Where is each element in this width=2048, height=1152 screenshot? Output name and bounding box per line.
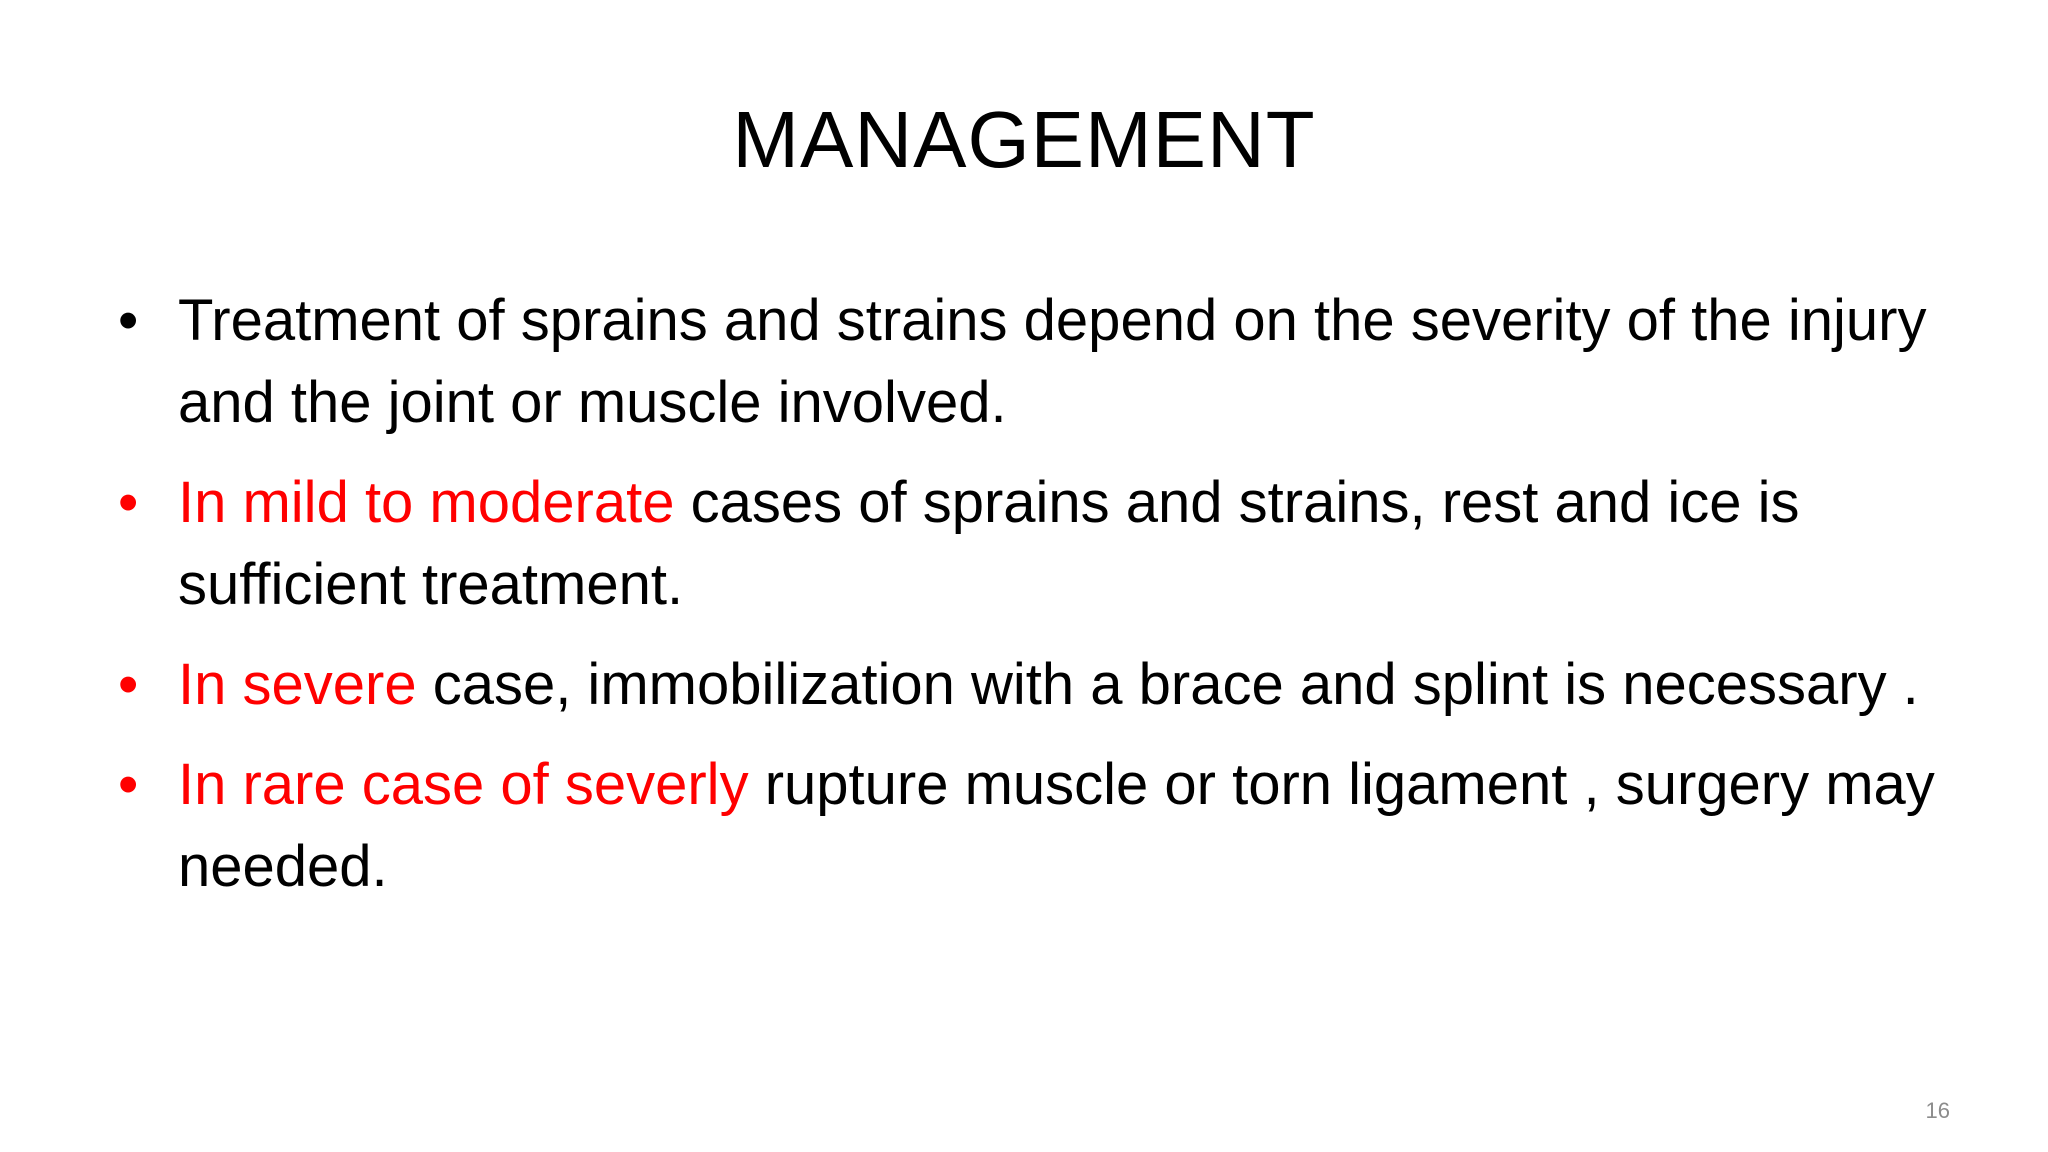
- bullet-item: [110, 280, 1950, 444]
- bullet-item: [110, 644, 1950, 726]
- bullet-text: case, immobilization with a brace and splint is necessary .: [416, 652, 1919, 717]
- bullet-dot-icon: •: [118, 288, 139, 353]
- bullet-item: [110, 744, 1950, 908]
- bullet-text: rupture muscle or torn ligament , surgery may needed.: [178, 752, 1935, 899]
- bullet-highlight: In rare case of severly: [178, 752, 749, 817]
- bullet-highlight: In mild to moderate: [178, 470, 675, 535]
- bullet-item: [110, 462, 1950, 626]
- page-number: 16: [1925, 1098, 1950, 1123]
- slide-title: MANAGEMENT: [732, 95, 1316, 184]
- bullet-highlight: In severe: [178, 652, 417, 717]
- bullet-dot-icon: •: [118, 652, 139, 717]
- bullet-dot-icon: •: [118, 752, 139, 817]
- bullet-dot-icon: •: [118, 470, 139, 535]
- bullet-text: Treatment of sprains and strains depend on the severity of the injury and the joint or muscle involved.: [178, 288, 1927, 435]
- bullet-text: cases of sprains and strains, rest and ice is sufficient treatment.: [178, 470, 1800, 617]
- bullet-list: [110, 280, 1950, 926]
